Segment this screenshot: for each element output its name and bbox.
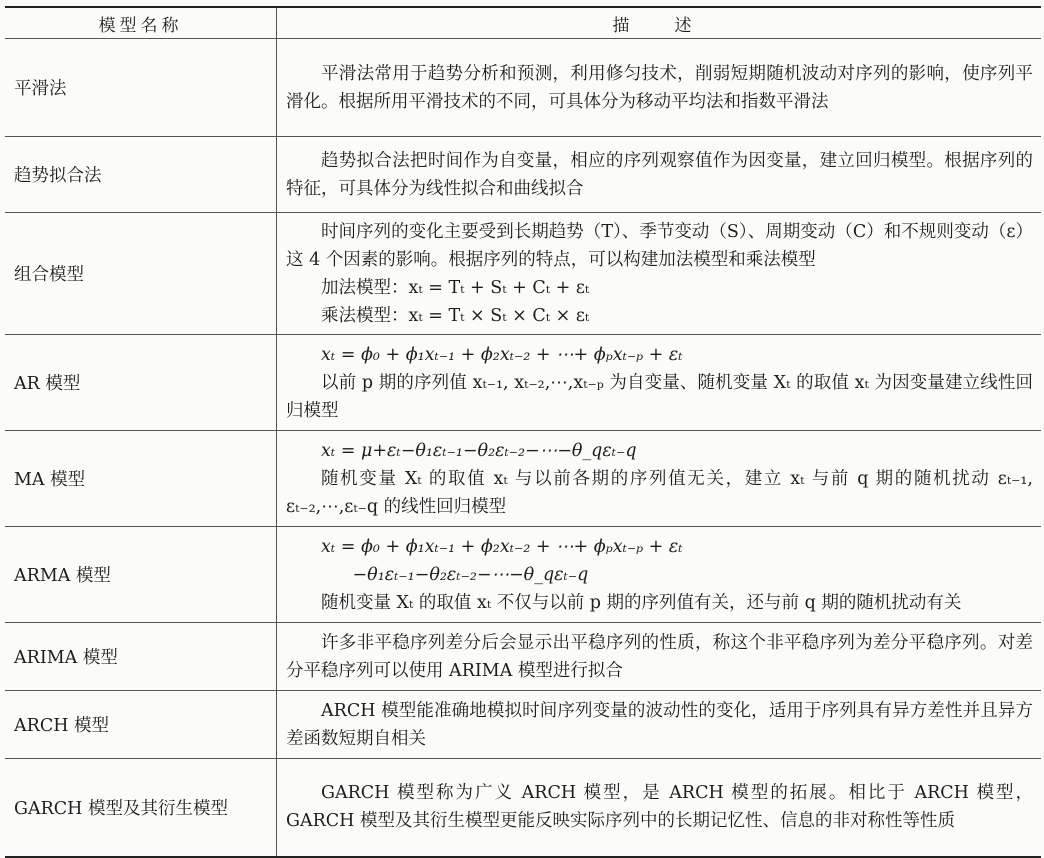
description-line: 趋势拟合法把时间作为自变量，相应的序列观察值作为因变量，建立回归模型。根据序列的特征，可具体分为线性拟合和曲线拟合 xyxy=(286,150,1033,199)
description-line: ARCH 模型能准确地模拟时间序列变量的波动性的变化，适用于序列具有异方差性并且异方差函数短期自相关 xyxy=(286,700,1033,749)
header-model-name: 模型名称 xyxy=(5,7,277,39)
model-name: ARMA 模型 xyxy=(5,527,277,623)
table-row xyxy=(5,623,1041,691)
model-name: ARCH 模型 xyxy=(5,691,277,759)
model-description xyxy=(277,39,1042,137)
description-line: 随机变量 Xₜ 的取值 xₜ 与以前各期的序列值无关，建立 xₜ 与前 q 期的随机扰动 εₜ₋₁, εₜ₋₂,⋯,εₜ₋q 的线性回归模型 xyxy=(286,468,1033,517)
model-description xyxy=(277,335,1042,431)
ar-formula: xₜ = ϕ₀ + ϕ₁xₜ₋₁ + ϕ₂xₜ₋₂ + ⋯+ ϕₚxₜ₋ₚ + εₜ xyxy=(321,344,683,365)
model-description xyxy=(277,431,1042,527)
multiplicative-model-formula: 乘法模型：xₜ = Tₜ × Sₜ × Cₜ × εₜ xyxy=(321,305,590,326)
model-description xyxy=(277,213,1042,335)
description-line: 随机变量 Xₜ 的取值 xₜ 不仅与以前 p 期的序列值有关，还与前 q 期的随机扰动有关 xyxy=(321,592,962,613)
model-name: GARCH 模型及其衍生模型 xyxy=(5,759,277,857)
model-name: ARIMA 模型 xyxy=(5,623,277,691)
table-row xyxy=(5,137,1041,213)
model-name: 平滑法 xyxy=(5,39,277,137)
arma-formula-line1: xₜ = ϕ₀ + ϕ₁xₜ₋₁ + ϕ₂xₜ₋₂ + ⋯+ ϕₚxₜ₋ₚ + εₜ xyxy=(321,536,683,557)
table-row xyxy=(5,527,1041,623)
description-line: GARCH 模型称为广义 ARCH 模型，是 ARCH 模型的拓展。相比于 ARCH 模型，GARCH 模型及其衍生模型更能反映实际序列中的长期记忆性、信息的非对称性等性质 xyxy=(286,783,1033,832)
arma-formula-line2: −θ₁εₜ₋₁−θ₂εₜ₋₂−⋯−θ_qεₜ₋q xyxy=(352,564,589,585)
header-description: 描 述 xyxy=(277,7,1042,39)
model-table xyxy=(5,6,1041,858)
description-line: 时间序列的变化主要受到长期趋势（T）、季节变动（S）、周期变动（C）和不规则变动（ε）这 4 个因素的影响。根据序列的特点，可以构建加法模型和乘法模型 xyxy=(286,221,1033,270)
model-name: 组合模型 xyxy=(5,213,277,335)
model-description xyxy=(277,759,1042,857)
model-description xyxy=(277,137,1042,213)
table-row xyxy=(5,39,1041,137)
header-row xyxy=(5,7,1041,39)
description-line: 许多非平稳序列差分后会显示出平稳序列的性质，称这个非平稳序列为差分平稳序列。对差分平稳序列可以使用 ARIMA 模型进行拟合 xyxy=(286,632,1033,681)
model-name: 趋势拟合法 xyxy=(5,137,277,213)
model-description xyxy=(277,623,1042,691)
description-line: 平滑法常用于趋势分析和预测，利用修匀技术，削弱短期随机波动对序列的影响，使序列平滑化。根据所用平滑技术的不同，可具体分为移动平均法和指数平滑法 xyxy=(286,63,1033,112)
model-description xyxy=(277,527,1042,623)
table-row xyxy=(5,431,1041,527)
table-row xyxy=(5,213,1041,335)
additive-model-formula: 加法模型：xₜ = Tₜ + Sₜ + Cₜ + εₜ xyxy=(321,277,590,298)
model-name: MA 模型 xyxy=(5,431,277,527)
model-name: AR 模型 xyxy=(5,335,277,431)
table-row xyxy=(5,691,1041,759)
table-row xyxy=(5,759,1041,857)
table-row xyxy=(5,335,1041,431)
description-line: 以前 p 期的序列值 xₜ₋₁, xₜ₋₂,⋯,xₜ₋ₚ 为自变量、随机变量 Xₜ 的取值 xₜ 为因变量建立线性回归模型 xyxy=(286,372,1033,421)
ma-formula: xₜ = μ+εₜ−θ₁εₜ₋₁−θ₂εₜ₋₂−⋯−θ_qεₜ₋q xyxy=(321,440,637,461)
model-description xyxy=(277,691,1042,759)
